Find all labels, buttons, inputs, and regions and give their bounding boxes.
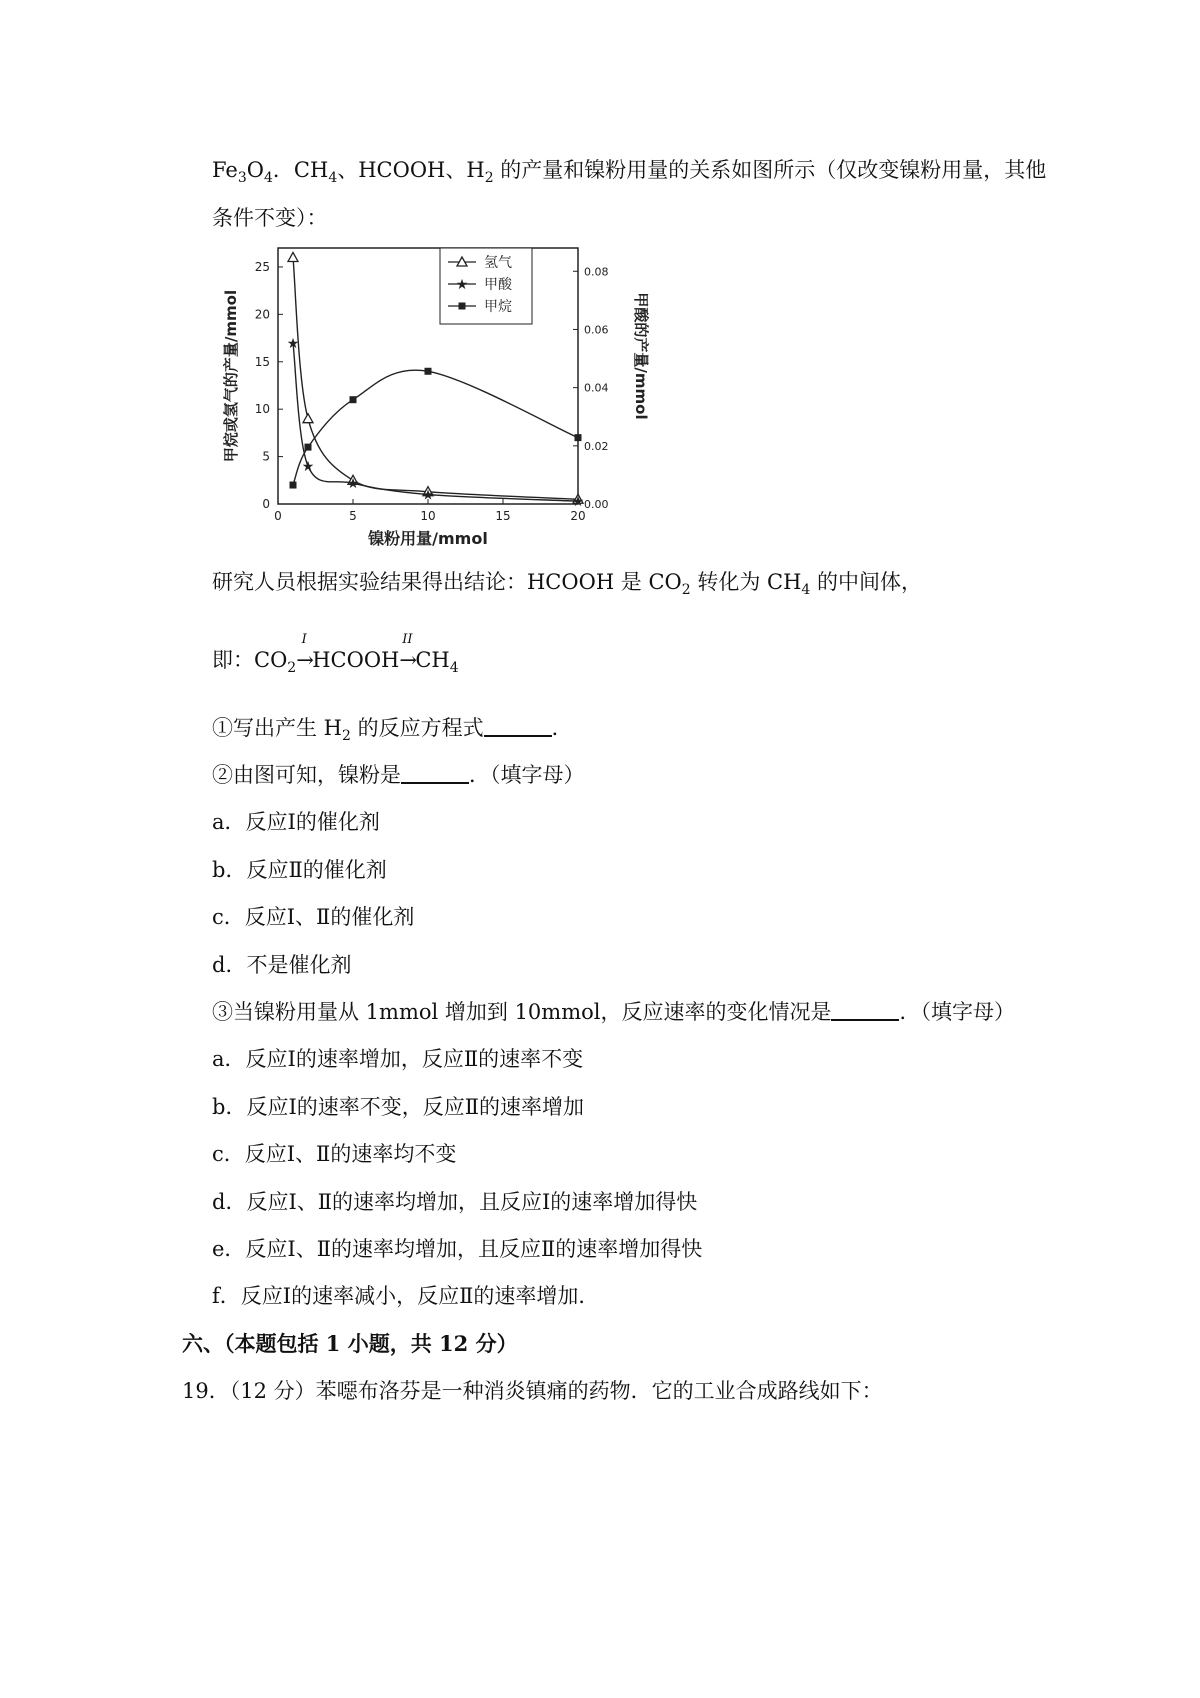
- y-left-tick-label: 10: [254, 402, 270, 417]
- subscript: 2: [287, 660, 297, 676]
- text: ②由图可知，镍粉是: [212, 763, 401, 787]
- text: CH: [415, 648, 450, 672]
- data-point: ★: [346, 476, 360, 493]
- equation-line: [212, 632, 459, 682]
- question-2: [212, 761, 585, 789]
- y-left-tick-label: 15: [254, 354, 270, 369]
- legend-label: 甲酸: [484, 277, 512, 293]
- intro-line-1: [212, 156, 1046, 192]
- answer-blank[interactable]: [484, 717, 552, 737]
- data-point: [290, 482, 297, 489]
- question-3: [212, 998, 1015, 1026]
- x-tick-label: 15: [495, 509, 511, 523]
- q3-option: f．反应Ⅰ的速率减小，反应Ⅱ的速率增加．: [212, 1284, 600, 1308]
- text: Fe: [212, 158, 238, 182]
- q2-option: d．不是催化剂: [212, 953, 352, 977]
- subscript: 2: [484, 170, 494, 186]
- question-19: 19．（12 分）苯噁布洛芬是一种消炎镇痛的药物．它的工业合成路线如下：: [182, 1379, 883, 1403]
- data-point: [303, 414, 313, 423]
- q3-option: a．反应Ⅰ的速率增加，反应Ⅱ的速率不变: [212, 1047, 584, 1071]
- y-right-axis-label: 甲酸的产量/mmol: [632, 292, 650, 420]
- legend-label: 甲烷: [484, 299, 512, 315]
- text: 即：CO: [212, 648, 288, 672]
- text: ①写出产生 H: [212, 716, 342, 740]
- data-point: ★: [571, 494, 585, 511]
- subscript: 2: [681, 582, 691, 598]
- q3-option: b．反应Ⅰ的速率不变，反应Ⅱ的速率增加: [212, 1095, 585, 1119]
- subscript: 4: [801, 582, 811, 598]
- text: O: [246, 158, 264, 182]
- q3-option: c．反应Ⅰ、Ⅱ的速率均不变: [212, 1142, 457, 1166]
- arrow-glyph: →: [296, 648, 314, 672]
- text: 的中间体，: [810, 570, 923, 594]
- y-right-tick-label: 0.06: [584, 323, 609, 337]
- q3-option: d．反应Ⅰ、Ⅱ的速率均增加，且反应Ⅰ的速率增加得快: [212, 1190, 698, 1214]
- section-heading: 六、（本题包括 1 小题，共 12 分）: [182, 1331, 518, 1356]
- answer-blank[interactable]: [401, 764, 469, 784]
- text: HCOOH: [312, 648, 400, 672]
- data-point: ★: [301, 459, 315, 476]
- y-right-tick-label: 0.08: [584, 265, 609, 279]
- plot-frame: [278, 248, 578, 504]
- reaction-arrow-2: [399, 632, 417, 674]
- text: ．（填字母）: [899, 1000, 1015, 1024]
- arrow-glyph: →: [399, 648, 417, 672]
- data-point: [305, 444, 312, 451]
- x-tick-label: 10: [420, 509, 436, 523]
- text: 转化为 CH: [690, 570, 802, 594]
- series-line: [293, 257, 578, 499]
- legend-marker: ★: [455, 277, 469, 293]
- x-axis-label: 镍粉用量/mmol: [368, 529, 488, 548]
- series-line: [293, 343, 578, 501]
- text: 的产量和镍粉用量的关系如图所示（仅改变镍粉用量，其他: [493, 158, 1047, 182]
- data-point: [288, 252, 298, 261]
- text: 、HCOOH、H: [337, 158, 485, 182]
- x-tick-label: 0: [274, 509, 282, 523]
- y-left-axis-label: 甲烷或氢气的产量/mmol: [222, 289, 240, 463]
- data-point: [575, 434, 582, 441]
- reaction-arrow-1: [296, 632, 314, 674]
- q2-option: b．反应Ⅱ的催化剂: [212, 858, 387, 882]
- text: ．CH: [272, 158, 329, 182]
- answer-blank[interactable]: [831, 1001, 899, 1021]
- chart: [218, 240, 658, 556]
- data-point: ★: [286, 335, 300, 352]
- subscript: 4: [449, 660, 459, 676]
- q3-option: e．反应Ⅰ、Ⅱ的速率均增加，且反应Ⅱ的速率增加得快: [212, 1237, 703, 1261]
- text: ③当镍粉用量从 1mmol 增加到 10mmol，反应速率的变化情况是: [212, 1000, 832, 1024]
- subscript: 4: [264, 170, 273, 186]
- subscript: 3: [237, 170, 247, 186]
- intro-line-2: 条件不变）：: [212, 206, 328, 230]
- y-left-tick-label: 25: [254, 259, 270, 274]
- reaction-label-1: I: [301, 632, 307, 647]
- y-left-tick-label: 5: [262, 449, 270, 464]
- q2-option: c．反应Ⅰ、Ⅱ的催化剂: [212, 905, 415, 929]
- legend-marker: [459, 303, 466, 310]
- subscript: 4: [328, 170, 338, 186]
- y-left-tick-label: 0: [262, 497, 270, 511]
- text: ．: [551, 716, 573, 740]
- data-point: [350, 396, 357, 403]
- text: 的反应方程式: [350, 716, 484, 740]
- text: 研究人员根据实验结果得出结论：HCOOH 是 CO: [212, 570, 682, 594]
- question-1: [212, 714, 573, 750]
- y-left-tick-label: 20: [254, 307, 270, 322]
- reaction-label-2: II: [402, 632, 413, 647]
- conclusion-line: [212, 568, 922, 604]
- x-tick-label: 5: [349, 509, 357, 523]
- y-right-tick-label: 0.00: [584, 498, 609, 511]
- chart-figure: [218, 240, 658, 560]
- y-right-tick-label: 0.04: [584, 381, 609, 395]
- text: ．（填字母）: [469, 763, 585, 787]
- data-point: [425, 368, 432, 375]
- subscript: 2: [342, 728, 351, 744]
- data-point: ★: [421, 487, 435, 504]
- x-tick-label: 20: [570, 509, 586, 523]
- y-right-tick-label: 0.02: [584, 439, 609, 453]
- q2-option: a．反应Ⅰ的催化剂: [212, 810, 380, 834]
- legend-label: 氢气: [484, 255, 512, 271]
